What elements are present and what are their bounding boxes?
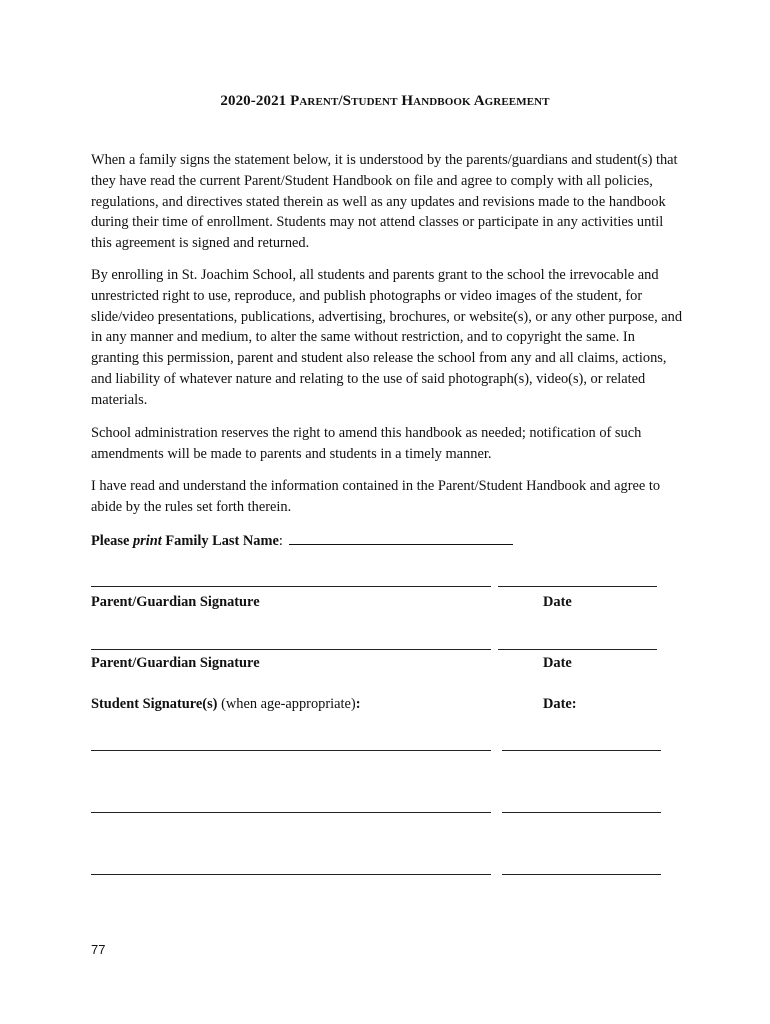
student-signature-note: (when age-appropriate)	[217, 696, 356, 712]
student-signature-line-1[interactable]	[91, 750, 491, 751]
family-name-prefix: Please	[91, 533, 133, 549]
family-name-colon: :	[278, 533, 283, 549]
parent-date-line-1[interactable]	[498, 586, 657, 587]
page-title: 2020-2021 Parent/Student Handbook Agreement	[220, 93, 550, 109]
agreement-paragraph: When a family signs the statement below, it is understood by the parents/guardians and student(s) that they have read the current Parent/Student Handbook on file and agree to comply with all policies, regulations, and directives stated therein as well as any updates and revisions made to the handbook during their time of enrollment. Students may not attend classes or participate in any activities until this agreement is signed and returned.	[91, 152, 678, 252]
parent-signature-line-2[interactable]	[91, 649, 491, 650]
family-name-row	[91, 530, 513, 550]
student-signature-line-3[interactable]	[91, 874, 491, 875]
student-signature-label: Student Signature(s)	[91, 696, 218, 712]
parent-date-label-2: Date	[543, 655, 572, 671]
parent-date-label-1: Date	[543, 594, 572, 610]
page-number: 77	[91, 942, 106, 957]
student-date-line-1[interactable]	[502, 750, 661, 751]
student-date-line-2[interactable]	[502, 812, 661, 813]
amendment-paragraph: School administration reserves the right to amend this handbook as needed; notification of such amendments will be made to parents and students in a timely manner.	[91, 425, 642, 462]
parent-signature-label-1: Parent/Guardian Signature	[91, 594, 260, 610]
family-name-emphasis: print	[132, 533, 162, 549]
student-signature-line-2[interactable]	[91, 812, 491, 813]
student-signature-label-row	[91, 696, 361, 713]
media-release-paragraph: By enrolling in St. Joachim School, all students and parents grant to the school the irrevocable and unrestricted right to use, reproduce, and publish photographs or video images of the student, for slide/video presentations, publications, advertising, brochures, or website(s), or any other purpose, and in any manner and medium, to alter the same without restriction, and to copyright the same. In granting this permission, parent and student also release the school from any and all claims, actions, and liability of whatever nature and relating to the use of said photograph(s), video(s), or related materials.	[91, 267, 683, 408]
student-signature-colon: :	[355, 696, 361, 712]
parent-signature-label-2: Parent/Guardian Signature	[91, 655, 260, 671]
parent-signature-line-1[interactable]	[91, 586, 491, 587]
family-name-suffix: Family Last Name	[161, 533, 279, 549]
family-name-field[interactable]	[289, 530, 513, 545]
student-date-line-3[interactable]	[502, 874, 661, 875]
acknowledgement-paragraph: I have read and understand the information contained in the Parent/Student Handbook and agree to abide by the rules set forth therein.	[91, 478, 661, 515]
student-date-label: Date:	[543, 696, 577, 712]
parent-date-line-2[interactable]	[498, 649, 657, 650]
